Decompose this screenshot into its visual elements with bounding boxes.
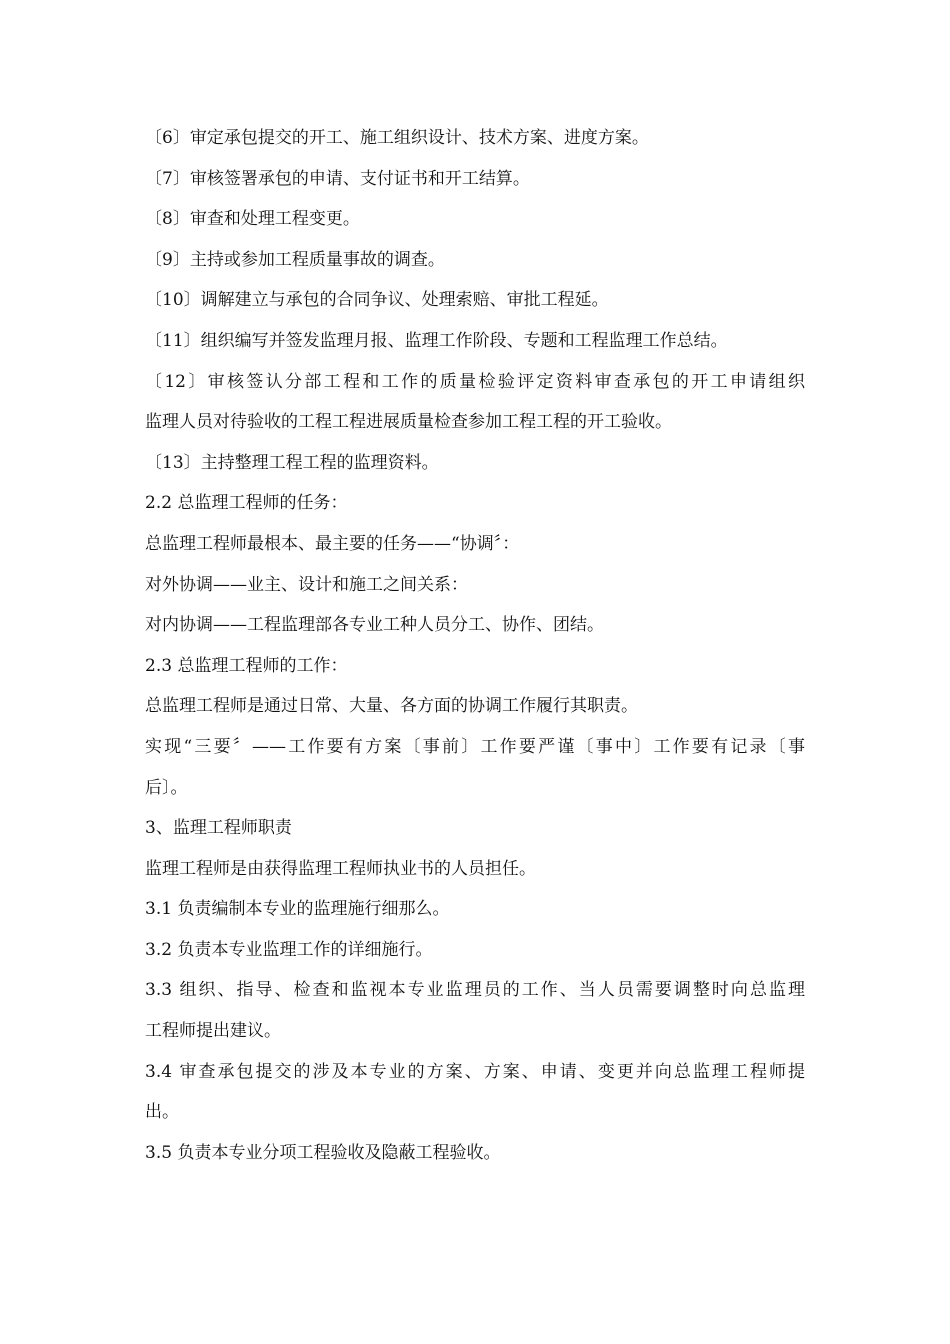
document-body	[145, 118, 805, 1173]
section-heading: 2.3 总监理工程师的工作：	[145, 655, 348, 676]
text-line: 〔6〕审定承包提交的开工、施工组织设计、技术方案、进度方案。	[145, 128, 649, 148]
text-line: 工程师提出建议。	[145, 1021, 281, 1042]
text-line: 〔12〕审核签认分部工程和工作的质量检验评定资料审查承包的开工申请组织	[145, 371, 805, 392]
text-line: 3.4 审查承包提交的涉及本专业的方案、方案、申请、变更并向总监理工程师提	[145, 1061, 805, 1082]
text-line: 3.1 负责编制本专业的监理施行细那么。	[145, 899, 450, 920]
text-line: 〔9〕主持或参加工程质量事故的调查。	[145, 249, 445, 270]
text-line: 3.2 负责本专业监理工作的详细施行。	[145, 939, 433, 960]
text-line: 总监理工程师最根本、最主要的任务——“协调〞：	[145, 533, 520, 554]
text-line: 〔10〕调解建立与承包的合同争议、处理索赔、审批工程延。	[145, 290, 609, 311]
text-line: 监理工程师是由获得监理工程师执业书的人员担任。	[145, 858, 536, 879]
text-line: 〔13〕主持整理工程工程的监理资料。	[145, 452, 439, 473]
text-line: 〔7〕审核签署承包的申请、支付证书和开工结算。	[145, 168, 530, 189]
text-line: 〔11〕组织编写并签发监理月报、监理工作阶段、专题和工程监理工作总结。	[145, 330, 728, 351]
text-line: 总监理工程师是通过日常、大量、各方面的协调工作履行其职责。	[145, 696, 638, 717]
text-line: 实现“三要〞——工作要有方案〔事前〕工作要严谨〔事中〕工作要有记录〔事	[145, 736, 805, 757]
text-line: 3.3 组织、指导、检查和监视本专业监理员的工作、当人员需要调整时向总监理	[145, 980, 805, 1001]
text-line: 后〕。	[145, 777, 188, 798]
text-line: 对内协调——工程监理部各专业工种人员分工、协作、团结。	[145, 615, 604, 636]
text-line: 出。	[145, 1102, 179, 1123]
text-line: 〔8〕审查和处理工程变更。	[145, 209, 360, 230]
text-line: 监理人员对待验收的工程工程进展质量检查参加工程工程的开工验收。	[145, 412, 672, 433]
section-heading: 2.2 总监理工程师的任务：	[145, 493, 348, 514]
text-line: 对外协调——业主、设计和施工之间关系：	[145, 574, 468, 595]
section-heading: 3、监理工程师职责	[145, 818, 292, 839]
text-line: 3.5 负责本专业分项工程验收及隐蔽工程验收。	[145, 1142, 501, 1163]
